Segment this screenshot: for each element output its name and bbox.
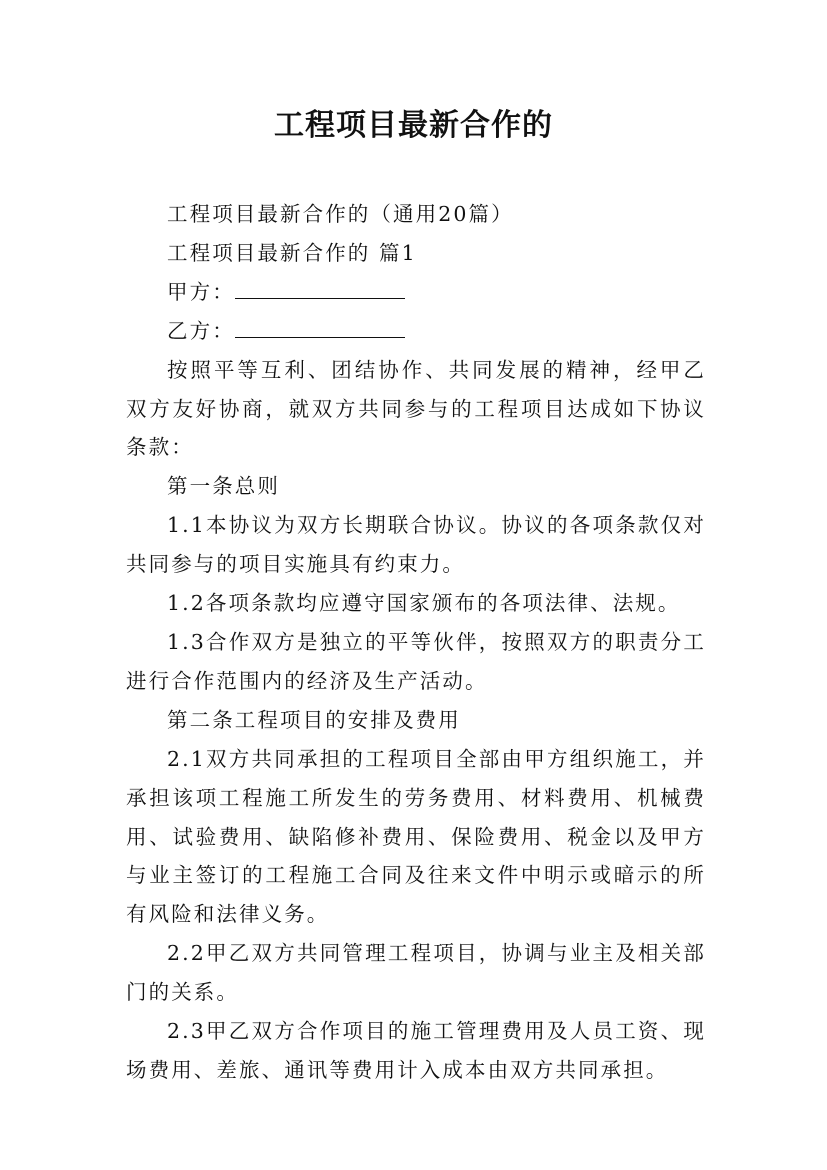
clause-2-2: 2.2甲乙双方共同管理工程项目，协调与业主及相关部门的关系。 <box>126 941 706 1005</box>
document-title: 工程项目最新合作的 <box>274 108 553 143</box>
clause-1-2: 1.2各项条款均应遵守国家颁布的各项法律、法规。 <box>167 591 681 616</box>
party-b-line <box>126 312 706 351</box>
party-a-label: 甲方： <box>167 279 235 304</box>
section-heading: 工程项目最新合作的 篇1 <box>167 240 417 265</box>
party-b-label: 乙方： <box>167 318 235 343</box>
clause-2-3: 2.3甲乙双方合作项目的施工管理费用及人员工资、现场费用、差旅、通讯等费用计入成本由双方共同承担。 <box>126 1019 706 1082</box>
party-a-blank <box>235 276 405 299</box>
clause-1-3: 1.3合作双方是独立的平等伙伴，按照双方的职责分工进行合作范围内的经济及生产活动。 <box>126 629 706 693</box>
subtitle-paragraph: 工程项目最新合作的（通用20篇） <box>167 202 514 226</box>
intro-paragraph: 按照平等互利、团结协作、共同发展的精神，经甲乙双方友好协商，就双方共同参与的工程项目达成如下协议条款： <box>126 357 706 460</box>
clause-1-1: 1.1本协议为双方长期联合协议。协议的各项条款仅对共同参与的项目实施具有约束力。 <box>126 513 706 577</box>
party-b-blank <box>235 315 405 338</box>
article-1-heading: 第一条总则 <box>167 474 280 499</box>
clause-2-1: 2.1双方共同承担的工程项目全部由甲方组织施工，并承担该项工程施工所发生的劳务费用、材料费用、机械费用、试验费用、缺陷修补费用、保险费用、税金以及甲方与业主签订的工程施工合同及往来文件中明示或暗示的所有风险和法律义务。 <box>126 746 706 927</box>
document-body <box>126 195 706 1090</box>
party-a-line <box>126 273 706 312</box>
article-2-heading: 第二条工程项目的安排及费用 <box>167 707 461 732</box>
